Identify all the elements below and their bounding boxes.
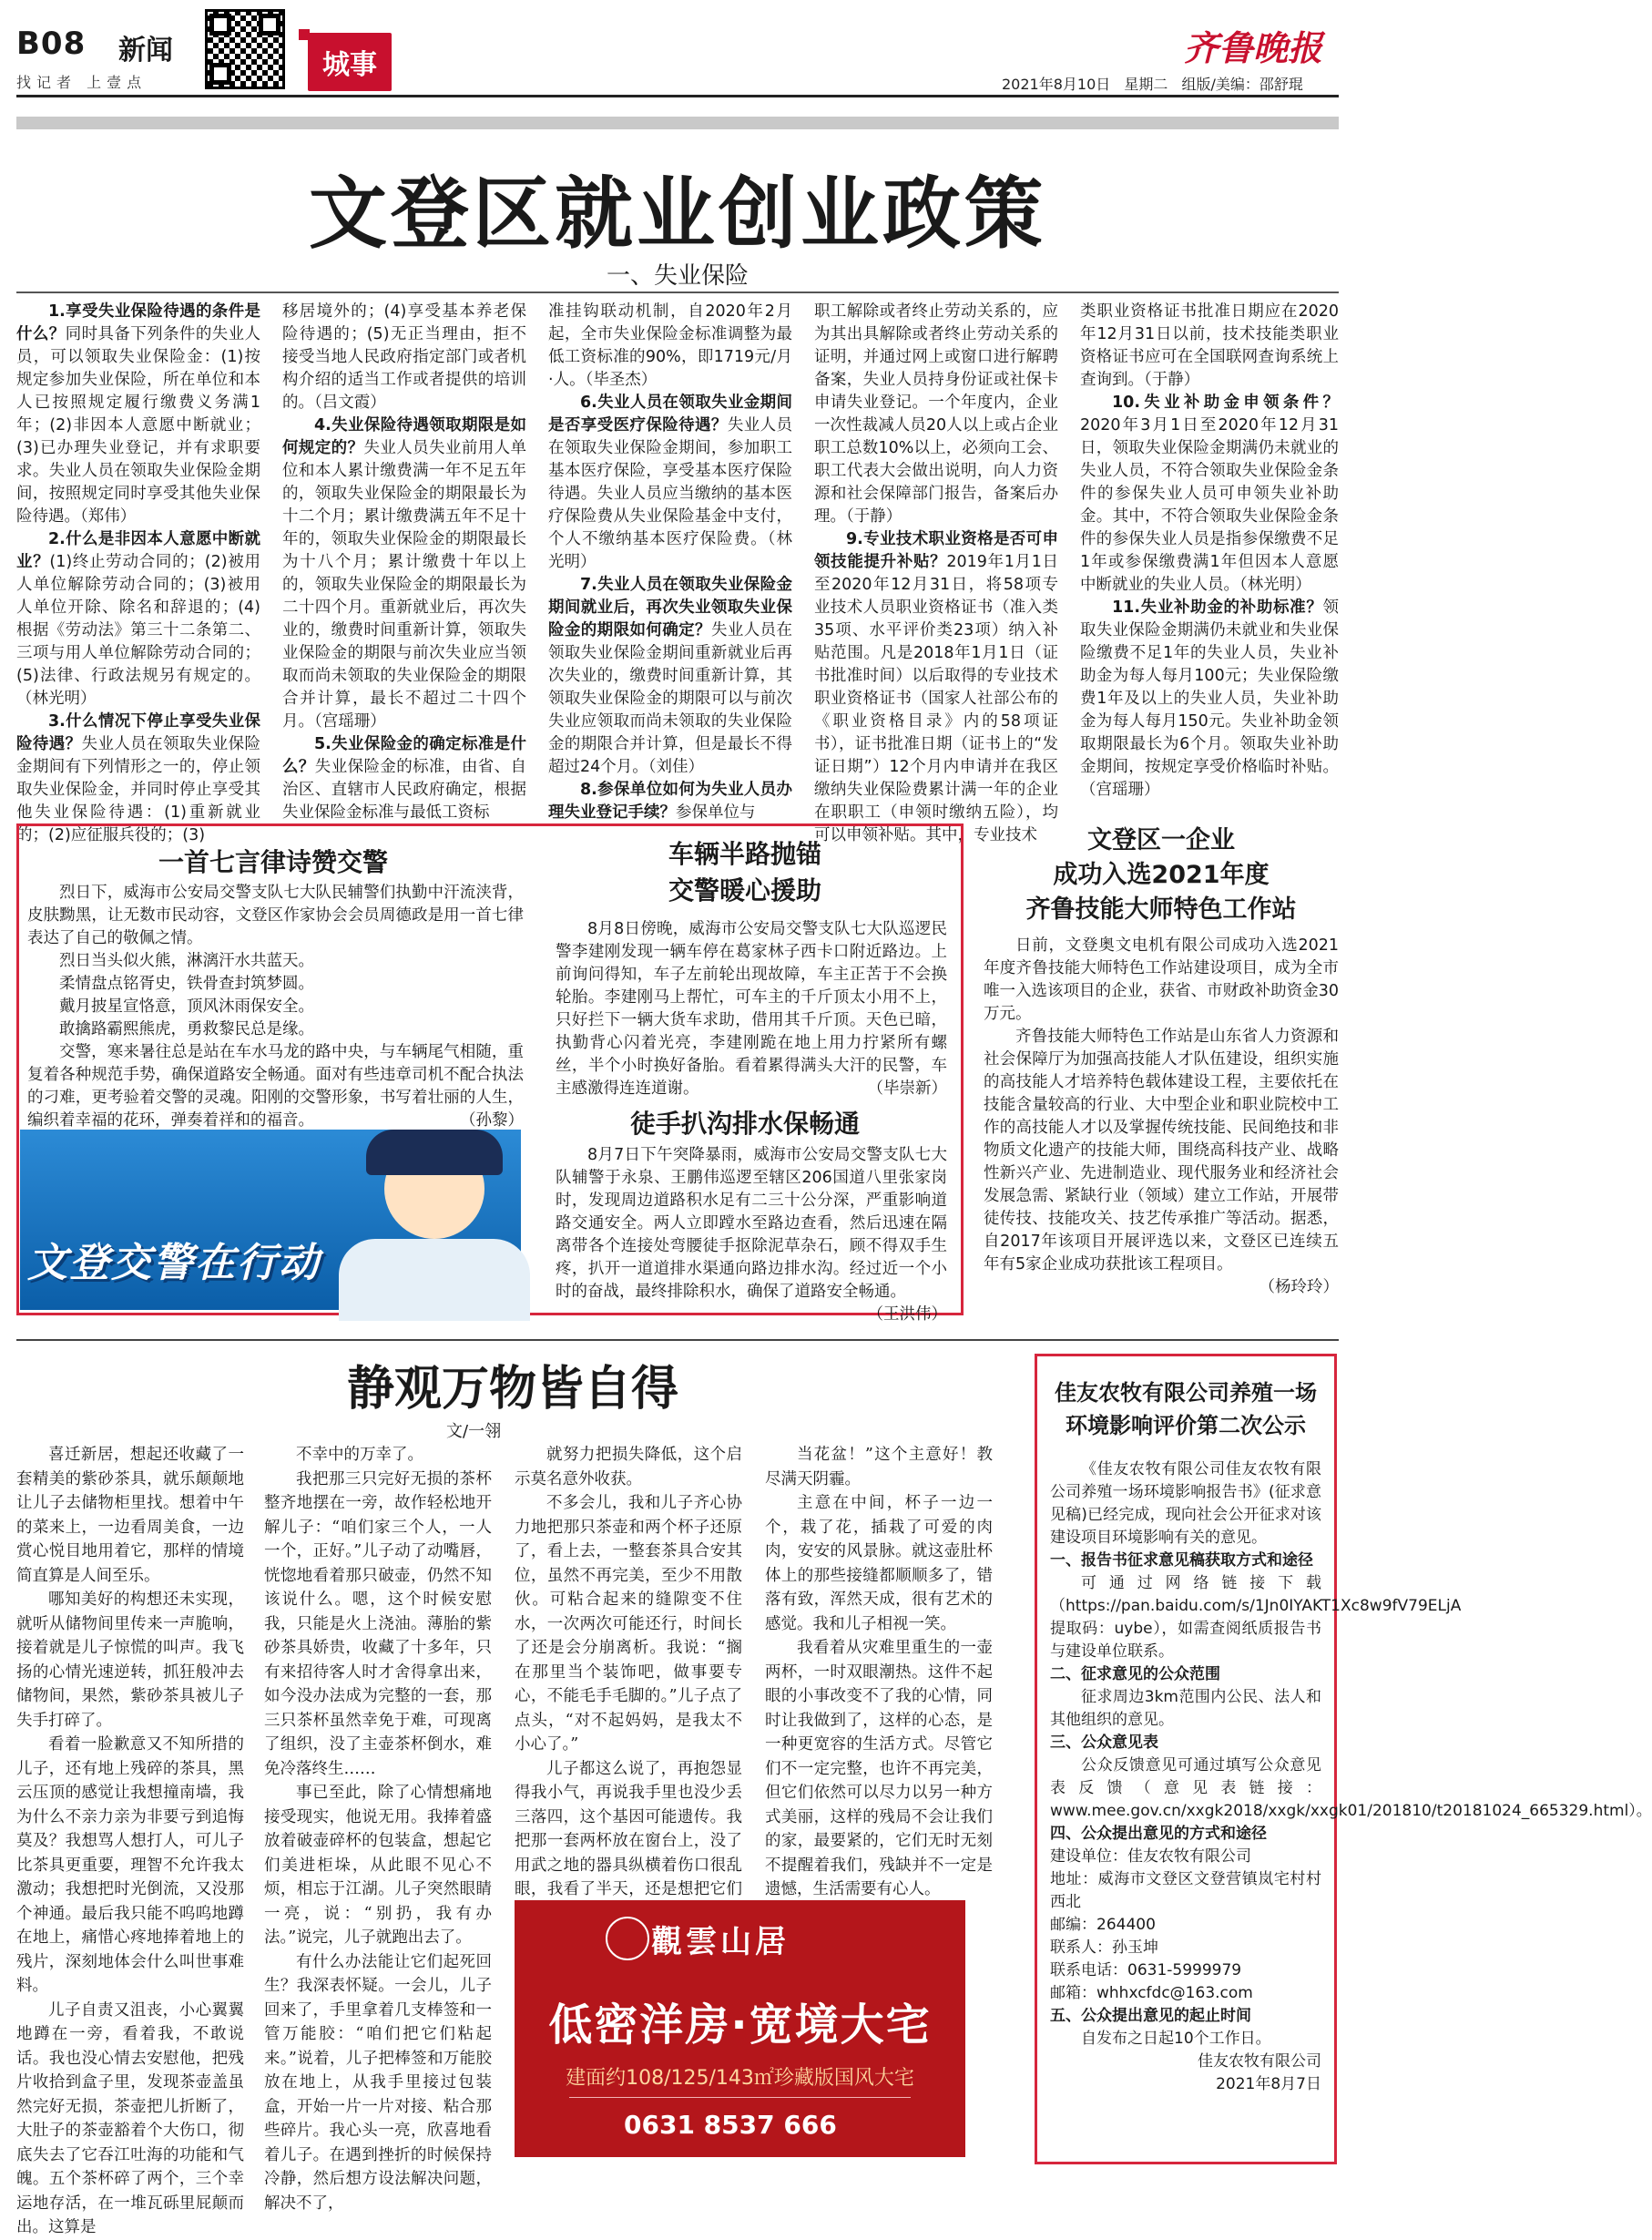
notice-company: 佳友农牧有限公司 [1198, 2052, 1321, 2071]
answer-text: 参保单位与 [676, 803, 756, 822]
page-number: B08 [16, 26, 87, 62]
public-notice [1035, 1354, 1652, 2164]
question-heading: 10.失业补助金申领条件？ [1112, 394, 1339, 412]
feature-title-line1: 文登区一企业 [1087, 826, 1235, 854]
question-heading: 9.专业技术职业资格是否可申领技能提升补贴？ [814, 530, 1058, 571]
story-title: 徒手扒沟排水保畅通 [629, 1109, 860, 1139]
poem-verses [27, 950, 524, 1041]
byline: （王洪伟） [867, 1305, 947, 1324]
feature-paragraph: 日前，文登奥文电机有限公司成功入选2021年度齐鲁技能大师特色工作站建设项目，成为全市唯一入选该项目的企业，获省、市财政补助资金30万元。 [984, 936, 1339, 1023]
essay-paragraph: 不幸中的万幸了。 [296, 1446, 423, 1464]
article-paragraph [814, 301, 1058, 528]
article-paragraph [814, 528, 1058, 847]
poem-line: 柔情盘点铭胥史，铁骨查封筑梦圆。 [59, 975, 314, 993]
divider [16, 1339, 1339, 1341]
notice-paragraph: 自发布之日起10个工作日。 [1081, 2030, 1271, 2048]
article-column [814, 301, 1059, 844]
police-mascot-icon [339, 1239, 530, 1321]
feature-title-line3: 齐鲁技能大师特色工作站 [1025, 895, 1297, 924]
article-paragraph [548, 301, 792, 392]
section-tag-label: 城事 [308, 33, 392, 91]
article-paragraph [1080, 301, 1339, 392]
poem-intro: 烈日下，威海市公安局交警支队七大队民辅警们执勤中汗流浃背，皮肤黝黑，让无数市民动容，文登区作家协会会员周德政是用一首七律表达了自己的敬佩之情。 [27, 884, 524, 947]
essay-paragraph: 有什么办法能让它们起死回生？我深表怀疑。一会儿，儿子回来了，手里拿着几支棒签和一管万能胶：“咱们把它们粘起来。”说着，儿子把棒签和万能胶放在地上，从我手里接过包装盒，开始一片一片对接、粘合那些碎片。我心头一亮，欣喜地看着儿子。在遇到挫折的时候保持冷静，然后想方设法解决问题，解决不了， [264, 1952, 492, 2213]
notice-heading: 二、征求意见的公众范围 [1050, 1665, 1220, 1683]
answer-text: 类职业资格证书批准日期应在2020年12月31日以前，技术技能类职业资格证书应可在全国联网查询系统上查询到。（于静） [1080, 302, 1339, 389]
question-heading: 5.失业保险金的确定标准是什么？ [282, 735, 526, 776]
question-heading: 6.失业人员在领取失业金期间是否享受医疗保险待遇？ [548, 394, 792, 435]
essay-paragraph: 喜迁新居，想起还收藏了一套精美的紫砂茶具，就乐颠颠地让儿子去储物柜里找。想着中午的菜来上，一边看周美食，一边赏心悦目地用着它，那样的情境简直算是人间至乐。 [16, 1446, 244, 1585]
article-column [282, 301, 527, 822]
ad-brand: 觀雲山居 [651, 1924, 790, 1960]
byline: （杨玲玲） [1259, 1278, 1339, 1296]
essay-paragraph: 看着一脸歉意又不知所措的儿子，还有地上残碎的茶具，黑云压顶的感觉让我想撞南墙，我为什么不亲力亲为非要亏到追悔莫及？我想骂人想打人，可儿子比茶具更重要，理智不允许我太激动；我想把时光倒流，又没那个神通。最后我只能不呜呜地蹲在地上，痛惜心疼地捧着地上的残片，深刻地体会什么叫世事难料。 [16, 1735, 244, 1995]
campaign-banner [20, 1130, 521, 1310]
header-band [16, 117, 1339, 129]
poem-outro [27, 1041, 524, 1132]
story-body [556, 1144, 947, 1326]
notice-date: 2021年8月7日 [1216, 2075, 1321, 2093]
article-paragraph [1080, 597, 1339, 802]
paper-logo: 齐鲁晚报 [1184, 27, 1323, 68]
answer-text: 2019年1月1日至2020年12月31日，将58项专业技术人员职业资格证书（准入类35项、水平评价类23项）纳入补贴范围。凡是2018年1月1日（证书批准时间）以后取得的专业技术职业资格证书（国家人社部公布的《职业资格目录》内的58项证书），证书批准日期（证书上的“发证日期”）12个月内申请并在我区缴纳失业保险费累计满一年的企业在职职工（申领时缴纳五险），均可以申领补贴。其中，专业技术 [814, 553, 1059, 844]
ad-phone: 0631 8537 666 [624, 2110, 837, 2140]
article-paragraph [548, 574, 792, 779]
essay-column [264, 1443, 492, 2213]
story-title-line2: 交警暖心援助 [668, 875, 821, 905]
notice-heading: 三、公众意见表 [1050, 1734, 1158, 1752]
notice-paragraph: 征求周边3km范围内公民、法人和其他组织的意见。 [1050, 1688, 1321, 1729]
poem-article [27, 882, 524, 1132]
essay-column [765, 1443, 993, 1898]
story-text: 8月7日下午突降暴雨，威海市公安局交警支队七大队辅警于永泉、王鹏伟巡逻至辖区206国道八里张家岗时，发现周边道路积水足有二三十公分深，严重影响道路交通安全。两人立即蹚水至路边查看，然后迅速在隔离带各个连接处弯腰徒手抠除泥草杂石，顾不得双手生疼，扒开一道道排水渠通向路边排水沟。经过近一个小时的奋战，最终排除积水，确保了道路安全畅通。 [556, 1146, 947, 1301]
answer-text: 职工解除或者终止劳动关系的，应为其出具解除或者终止劳动关系的证明，并通过网上或窗口进行解聘备案，失业人员持身份证或社保卡申请失业登记。一个年度内，企业一次性裁减人员20人以上或占企业职工总数10%以上，必须向工会、职工代表大会做出说明，向人力资源和社会保障部门报告，备案后办理。（于静） [814, 302, 1058, 526]
section-title: 一、失业保险 [606, 262, 749, 290]
brand-seal-icon [606, 1917, 649, 1960]
article-column [548, 301, 793, 822]
article-paragraph [548, 392, 792, 574]
feature-article [984, 823, 1339, 1299]
poem-title: 一首七言律诗赞交警 [158, 847, 388, 877]
dateline [1002, 73, 1303, 94]
article-paragraph [548, 779, 792, 824]
article-paragraph [16, 301, 260, 528]
issue-date: 2021年8月10日 [1002, 76, 1111, 93]
answer-text: 失业人员在领取失业保险金期间，参加职工基本医疗保险，享受基本医疗保险待遇。失业人员应当缴纳的基本医疗保险费从失业保险基金中支付，个人不缴纳基本医疗保险费。（林光明） [548, 416, 793, 571]
essay-paragraph: 当花盆！”这个主意好！教尽满天阴霾。 [765, 1446, 993, 1488]
notice-paragraph: 公众反馈意见可通过填写公众意见表反馈（意见表链接：www.mee.gov.cn/xxgk2018/xxgk/xxgk01/201810/t20181024_665329.html）。 [1050, 1756, 1652, 1820]
answer-text: 移居境外的；(4)享受基本养老保险待遇的；(5)无正当理由，拒不接受当地人民政府指定部门或者机构介绍的适当工作或者提供的培训的。（吕文霞） [282, 302, 526, 412]
answer-text: 2020年3月1日至2020年12月31日，领取失业保险金期满仍未就业的失业人员，不符合领取失业保险金条件的参保失业人员可申领失业补助金。其中，不符合领取失业保险金条件的参保失业人员是指参保缴费不足1年或参保缴费满1年但因本人意愿中断就业的失业人员。（林光明） [1080, 416, 1339, 594]
story-title-line1: 车辆半路抛锚 [668, 839, 821, 869]
essay-paragraph: 就努力把损失降低，这个启示莫名意外收获。 [515, 1446, 742, 1488]
article-column [16, 301, 261, 844]
article-paragraph [282, 733, 526, 824]
article-paragraph [1080, 392, 1339, 597]
article-column [1080, 301, 1339, 815]
answer-text: 失业人员失业前用人单位和本人累计缴费满一年不足五年的，领取失业保险金的期限最长为十二个月；累计缴费满五年不足十年的，领取失业保险金的期限最长为十八个月；累计缴费十年以上的，领取失业保险金的期限最长为二十四个月。重新就业后，再次失业的，缴费时间重新计算，领取失业保险金的期限与前次失业应当领取而尚未领取的失业保险金的期限合并计算，最长不超过二十四个月。（宫瑶珊） [282, 439, 527, 731]
qr-code-icon[interactable] [205, 9, 285, 89]
answer-text: 失业人员在领取失业保险金期间重新就业后再次失业的，缴费时间重新计算，其领取失业保险金的期限可以与前次失业应领取而尚未领取的失业保险金的期限合并计算，但是最长不得超过24个月。（刘佳） [548, 621, 793, 776]
essay-paragraph: 主意在中间，杯子一边一个，栽了花，插栽了可爱的肉肉，安安的风景脉。就这壶肚杯体上的那些接缝都顺顺多了，错落有致，浑然天成，很有艺术的感觉。我和儿子相视一笑。 [765, 1494, 993, 1633]
section-tag [299, 20, 399, 86]
feature-paragraph [984, 1026, 1339, 1296]
ad-tagline: 建面约108/125/143㎡珍藏版国风大宅 [566, 2067, 914, 2090]
article-paragraph [282, 301, 526, 414]
answer-text: 失业保险金的标准，由省、自治区、直辖市人民政府确定，根据失业保险金标准与最低工资标 [282, 758, 527, 822]
answer-text: 准挂钩联动机制，自2020年2月起，全市失业保险金标准调整为最低工资标准的90%，即1719元/月·人。（毕圣杰） [548, 302, 792, 389]
question-heading: 2.什么是非因本人意愿中断就业？ [16, 530, 260, 571]
editor-credit: 组版/美编：邵舒琨 [1181, 76, 1303, 93]
weekday: 星期二 [1124, 76, 1168, 93]
essay-paragraph: 不多会儿，我和儿子齐心协力地把那只茶壶和两个杯子还原了，看上去，一整套茶具合安其位，虽然不再完美，至少不用散伙。可粘合起来的缝隙变不住水，一次两次可能还行，时间长了还是会分崩离析。我说：“搁在那里当个装饰吧，做事要专心，不能毛手毛脚的。”儿子点了点头，“对不起妈妈，是我太不小心了。” [515, 1494, 742, 1754]
feature-title-line2: 成功入选2021年度 [1053, 861, 1270, 889]
ad-rule [569, 2097, 911, 2098]
real-estate-ad[interactable] [515, 1900, 965, 2157]
question-heading: 8.参保单位如何为失业人员办理失业登记手续？ [548, 781, 792, 822]
answer-text: 失业人员在领取失业保险金期间有下列情形之一的，停止领取失业保险金，并同时停止享受其他失业保险待遇：(1)重新就业的；(2)应征服兵役的；(3) [16, 735, 261, 844]
section-name: 新闻 [118, 35, 173, 66]
byline: （孙黎） [460, 1111, 524, 1130]
essay-author: 文/一翎 [446, 1422, 502, 1441]
essay-title: 静观万物皆自得 [346, 1362, 678, 1417]
essay-paragraph: 事已至此，除了心情想痛地接受现实，他说无用。我捧着盛放着破壶碎杯的包装盒，想起它们美进柜垛，从此眼不见心不烦，相忘于江湖。儿子突然眼睛一亮，说：“别扔，我有办法。”说完，儿子就跑出去了。 [264, 1784, 492, 1947]
ad-slogan: 低密洋房·宽境大宅 [548, 2000, 932, 2051]
poem-outro-text: 交警，寒来暑往总是站在车水马龙的路中央，与车辆尾气相随，重复着各种规范手势，确保道路安全畅通。面对有些违章司机不配合执法的刁难，更考验着交警的灵魂。阳刚的交警形象，书写着壮丽的人生，编织着幸福的花环，弹奏着祥和的福音。 [27, 1043, 524, 1130]
banner-text: 文登交警在行动 [27, 1240, 321, 1286]
story-title [545, 836, 945, 909]
question-heading: 3.什么情况下停止享受失业保险待遇？ [16, 712, 260, 753]
question-heading: 7.失业人员在领取失业保险金期间就业后，再次失业领取失业保险金的期限如何确定？ [548, 576, 792, 639]
question-heading: 1.享受失业保险待遇的条件是什么？ [16, 302, 260, 343]
section-rule [16, 292, 1339, 293]
slogan: 找记者 上壹点 [16, 74, 148, 91]
essay-column [16, 1443, 244, 2236]
essay-paragraph: 儿子自责又沮丧，小心翼翼地蹲在一旁，看着我，不敢说话。我也没心情去安慰他，把残片收拾到盒子里，发现茶壶盖虽然完好无损，茶壶把儿折断了，大肚子的茶壶豁着个大伤口，彻底失去了它吞江吐海的功能和气魄。五个茶杯碎了两个，三个幸运地存活，在一堆瓦砾里屁颠而出。这算是 [16, 2000, 244, 2236]
essay-paragraph: 我把那三只完好无损的茶杯整齐地摆在一旁，故作轻松地开解儿子：“咱们家三个人，一人一个，正好。”儿子动了动嘴唇，恍惚地看着那只破壶，仍然不知该说什么。嗯，这个时候安慰我，只能是火上浇油。薄胎的紫砂茶具娇贵，收藏了十多年，只有来招待客人时才舍得拿出来，如今没办法成为完整的一套，那三只茶杯虽然幸免于难，可现离了组织，没了主壶茶杯倒水，难免冷落终生…… [264, 1469, 492, 1778]
notice-intro: 《佳友农牧有限公司佳友农牧有限公司养殖一场环境影响报告书》(征求意见稿)已经完成，现向社会公开征求对该建设项目环境影响有关的意见。 [1050, 1460, 1321, 1547]
notice-heading: 四、公众提出意见的方式和途径 [1050, 1825, 1267, 1843]
essay-paragraph: 我看着从灾难里重生的一壶两杯，一时双眼潮热。这件不起眼的小事改变不了我的心情，同时让我做到了，这样的心态，是一种更宽容的生活方式。尽管它们不一定完整，也许不再完美，但它们依然可以尽力以另一种方式美丽，这样的残局不会让我们的家，最要紧的，它们无时无刻不提醒着我们，残缺并不一定是遗憾，生活需要有心人。 [765, 1639, 993, 1898]
feature-paragraph-text: 齐鲁技能大师特色工作站是山东省人力资源和社会保障厅为加强高技能人才队伍建设，组织实施的高技能人才培养特色载体建设工程，主要依托在技能含量较高的行业、大中型企业和职业院校中工作的高技能人才以及掌握传统技能、民间绝技和非物质文化遗产的技能大师，围绕高科技产业、战略性新兴产业、先进制造业、现代服务业和经济社会发展急需、紧缺行业（领域）建立工作站，开展带徒传技、技能攻关、技艺传承推广等活动。据悉，自2017年该项目开展评选以来，文登区已连续五年有5家企业成功获批该工程项目。 [984, 1028, 1339, 1273]
page-title: 文登区就业创业政策 [309, 169, 1046, 260]
header-rule [16, 95, 1339, 97]
notice-heading: 一、报告书征求意见稿获取方式和途径 [1050, 1551, 1313, 1570]
story-body [556, 918, 947, 1100]
poem-line: 敢擒路霸熙熊虎，勇救黎民总是缘。 [59, 1020, 314, 1038]
byline: （毕崇新） [867, 1079, 947, 1098]
story-text: 8月8日傍晚，威海市公安局交警支队七大队巡逻民警李建刚发现一辆车停在葛家林子西卡口附近路边。上前询问得知，车子左前轮出现故障，车主正苦于不会换轮胎。李建刚马上帮忙，可车主的千斤顶太小用不上，只好拦下一辆大货车求助，借用其千斤顶。天色已暗，执勤背心闪着光亮，李建刚跪在地上用力拧紧所有螺丝，半个小时换好备胎。看着累得满头大汗的民警，车主感激得连连道谢。 [556, 920, 947, 1098]
question-heading: 4.失业保险待遇领取期限是如何规定的？ [282, 416, 526, 457]
notice-contact: 建设单位：佳友农牧有限公司 地址：威海市文登区文登营镇岚宅村村西北 邮编：264400 联系人：孙玉坤 联系电话：0631-5999979 邮箱：whhxcfdc@163.com [1050, 1847, 1321, 2002]
feature-title [984, 823, 1339, 927]
essay-column [515, 1443, 742, 1898]
notice-paragraph: 可通过网络链接下载（https://pan.baidu.com/s/1Jn0IYAKT1Xc8w9fV79ELjA提取码：uybe），如需查阅纸质报告书与建设单位联系。 [1050, 1574, 1462, 1661]
notice-heading: 五、公众提出意见的起止时间 [1050, 2007, 1251, 2025]
article-paragraph [16, 528, 260, 711]
essay-paragraph: 哪知美好的构想还未实现，就听从储物间里传来一声脆响，接着就是儿子惊慌的叫声。我飞扬的心情光速逆转，抓狂般冲去储物间，果然，紫砂茶具被儿子失手打碎了。 [16, 1591, 244, 1730]
police-cap-icon [366, 1130, 503, 1175]
answer-text: 同时具备下列条件的失业人员，可以领取失业保险金：(1)按规定参加失业保险，所在单位和本人已按照规定履行缴费义务满1年；(2)非因本人意愿中断就业；(3)已办理失业登记，并有求职要求。失业人员在领取失业保险金期间，按照规定同时享受其他失业保险待遇。（郑伟） [16, 325, 261, 526]
poem-line: 戴月披星宣恪意，顶风沐雨保安全。 [59, 997, 314, 1016]
question-heading: 11.失业补助金的补助标准？ [1112, 598, 1323, 617]
poem-line: 烈日当头似火熊，淋漓汗水共蓝天。 [59, 952, 314, 970]
essay-paragraph: 儿子都这么说了，再抱怨显得我小气，再说我手里也没少丢三落四，这个基因可能遗传。我把那一套两杯放在窗台上，没了用武之地的器具纵横着伤口很乱眼，我看了半天，还是想把它们 [515, 1759, 742, 1898]
notice-title: 佳友农牧有限公司养殖一场环境影响评价第二次公示 [1055, 1380, 1317, 1438]
answer-text: 领取失业保险金期满仍未就业和失业保险缴费不足1年的失业人员，失业补助金为每人每月100元；失业保险缴费1年及以上的失业人员，失业补助金为每人每月150元。失业补助金领取期限最长为6个月。领取失业补助金期间，按规定享受价格临时补贴。（宫瑶珊） [1080, 598, 1339, 799]
article-paragraph [282, 414, 526, 733]
answer-text: (1)终止劳动合同的；(2)被用人单位解除劳动合同的；(3)被用人单位开除、除名和辞退的；(4)根据《劳动法》第三十二条第二、三项与用人单位解除劳动合同的；(5)法律、行政法规另有规定的。（林光明） [16, 553, 261, 708]
